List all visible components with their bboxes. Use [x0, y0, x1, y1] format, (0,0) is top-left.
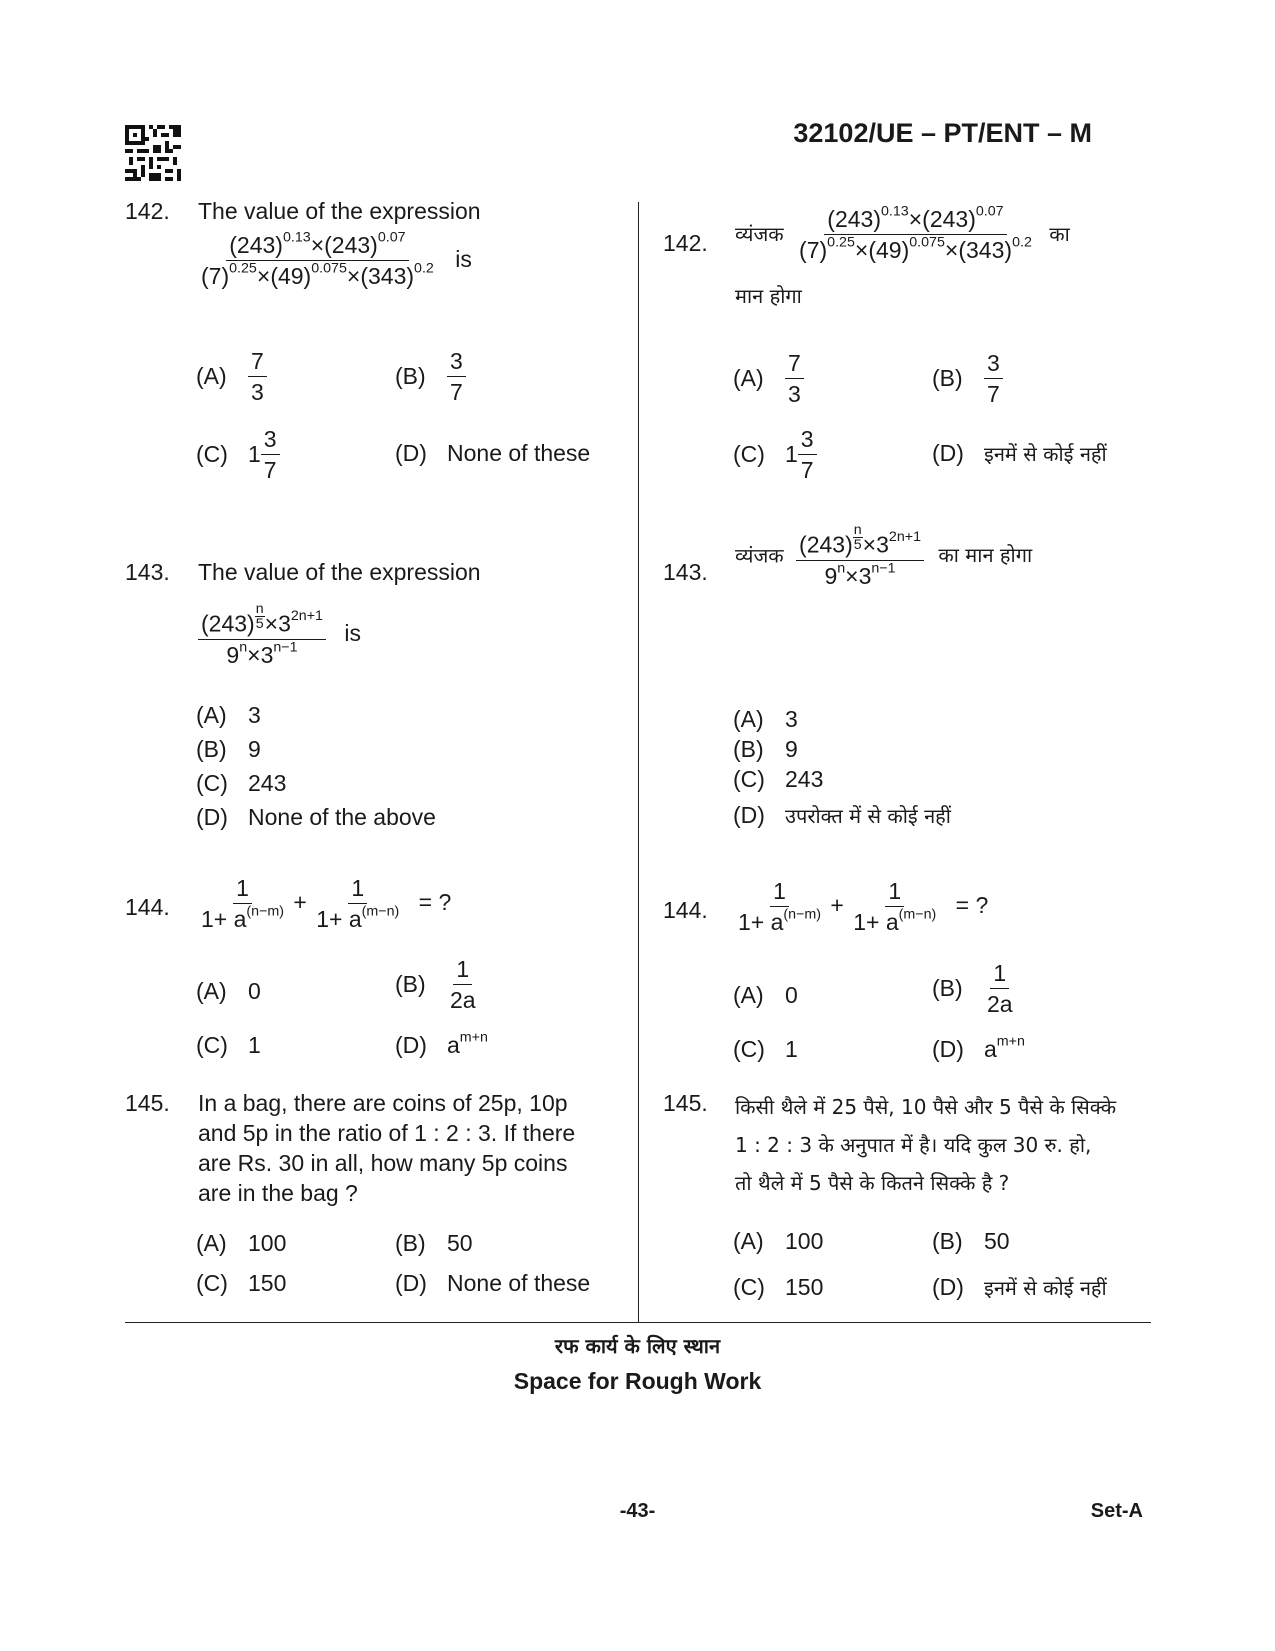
- q145-option-d: (D) None of these: [395, 1270, 591, 1296]
- q143-option-b: (B) 9: [196, 736, 261, 762]
- q143-hi-option-c: (C) 243: [733, 766, 824, 792]
- q143-hi-option-b: (B) 9: [733, 736, 798, 762]
- q142-fraction: $\frac{(243)^{0.13}\times(243)^{0.07}}{(7)^{0.25}\times(49)^{0.075}\times(343)^{0.2}}$: [201, 229, 434, 290]
- page-number: -43-: [619, 1500, 656, 1522]
- q145-question-text: In a bag, there are coins of 25p, 10p and 5p in the ratio of 1 : 2 : 3. If there are Rs. 30 in all, how many 5p coins are in the bag ?: [198, 1090, 576, 1206]
- q142-hi-option-a: (A) $\frac{7}{3}$: [733, 350, 804, 408]
- q143-option-d: (D) None of the above: [196, 804, 436, 830]
- q143-expression: [198, 602, 361, 668]
- q145-hi-option-c: (C) 150: [733, 1274, 824, 1300]
- q144-expression: $\frac{1}{1+ a^{(n-m)}}$ + $\frac{1}{1+ a^{(m-n)}}$ = ?: [201, 875, 452, 933]
- q142-hi-option-b: (B) $\frac{3}{7}$: [932, 350, 1003, 408]
- q143-suffix: is: [344, 620, 361, 647]
- rough-work-hindi: रफ कार्य के लिए स्थान: [554, 1334, 721, 1358]
- q143-hi-option-d: (D) उपरोक्त में से कोई नहीं: [733, 802, 951, 828]
- q142-intro: The value of the expression: [198, 198, 481, 224]
- column-divider: [638, 202, 639, 1322]
- q143-option-c: (C) 243: [196, 770, 287, 796]
- q142-option-b: (B) $\frac{3}{7}$: [395, 348, 466, 406]
- q142-hi-number: 142.: [663, 230, 708, 256]
- q142-option-a: (A) $\frac{7}{3}$: [196, 348, 267, 406]
- q144-hi-option-a: (A) 0: [733, 982, 798, 1008]
- q145-hi-option-b: (B) 50: [932, 1228, 1010, 1254]
- q144-option-b: (B) $\frac{1}{2a}$: [395, 956, 476, 1014]
- q145-number: 145.: [125, 1090, 170, 1116]
- q144-hi-expression: $\frac{1}{1+ a^{(n-m)}}$ + $\frac{1}{1+ a^{(m-n)}}$ = ?: [738, 878, 989, 936]
- q142-hi-option-c: (C) 1 $\frac{3}{7}$: [733, 426, 817, 484]
- q145-option-c: (C) 150: [196, 1270, 287, 1296]
- q143-hi-option-a: (A) 3: [733, 706, 798, 732]
- q142-hi-tail: मान होगा: [735, 284, 802, 308]
- paper-code: 32102/UE – PT/ENT – M: [793, 118, 1092, 148]
- q144-hi-option-b: (B) $\frac{1}{2a}$: [932, 960, 1013, 1018]
- q145-option-a: (A) 100: [196, 1230, 287, 1256]
- q144-option-a: (A) 0: [196, 978, 261, 1004]
- q142-number: 142.: [125, 198, 170, 224]
- q142-hi-expression: व्यंजक $\frac{(243)^{0.13}\times(243)^{0.07}}{(7)^{0.25}\times(49)^{0.075}\times(343)^{0.2}}$ का: [735, 203, 1070, 264]
- set-label: Set-A: [1090, 1500, 1143, 1522]
- q144-option-d: (D) $a^{m+n}$: [395, 1029, 488, 1058]
- q143-fraction: (243) $\frac{n}{5}$ $\times 3^{2n+1}$ $9^n\times 3^{n-1}$: [198, 602, 326, 668]
- q143-option-a: (A) 3: [196, 702, 261, 728]
- q144-hi-option-d: (D) $a^{m+n}$: [932, 1033, 1025, 1062]
- q143-hi-number: 143.: [663, 559, 708, 585]
- q142-option-d: (D) None of these: [395, 440, 591, 466]
- rough-work-label: Space for Rough Work: [513, 1368, 762, 1394]
- q142-option-c: (C) 1 $\frac{3}{7}$: [196, 426, 280, 484]
- q145-hi-option-a: (A) 100: [733, 1228, 824, 1254]
- q145-option-b: (B) 50: [395, 1230, 473, 1256]
- q144-hi-number: 144.: [663, 897, 708, 923]
- q142-expression: [198, 229, 472, 290]
- q144-number: 144.: [125, 894, 170, 920]
- qr-code: [125, 125, 181, 181]
- q143-hi-expression: व्यंजक (243) $\frac{n}{5}$ $\times 3^{2n+1}$ $9^n\times 3^{n-1}$ का मान होगा: [735, 522, 1033, 589]
- bottom-rule: [125, 1322, 1151, 1323]
- q143-intro: The value of the expression: [198, 559, 481, 585]
- q142-suffix: is: [455, 246, 472, 273]
- q144-option-c: (C) 1: [196, 1032, 261, 1058]
- q145-hi-option-d: (D) इनमें से कोई नहीं: [932, 1274, 1107, 1300]
- q145-hi-question-text: किसी थैले में 25 पैसे, 10 पैसे और 5 पैसे के सिक्के 1 : 2 : 3 के अनुपात में है। यदि कुल 30 रु. हो, तो थैले में 5 पैसे के कितने सिक्के है ?: [735, 1095, 1117, 1195]
- q143-number: 143.: [125, 559, 170, 585]
- q145-hi-number: 145.: [663, 1090, 708, 1116]
- q142-hi-option-d: (D) इनमें से कोई नहीं: [932, 440, 1107, 466]
- q144-hi-option-c: (C) 1: [733, 1036, 798, 1062]
